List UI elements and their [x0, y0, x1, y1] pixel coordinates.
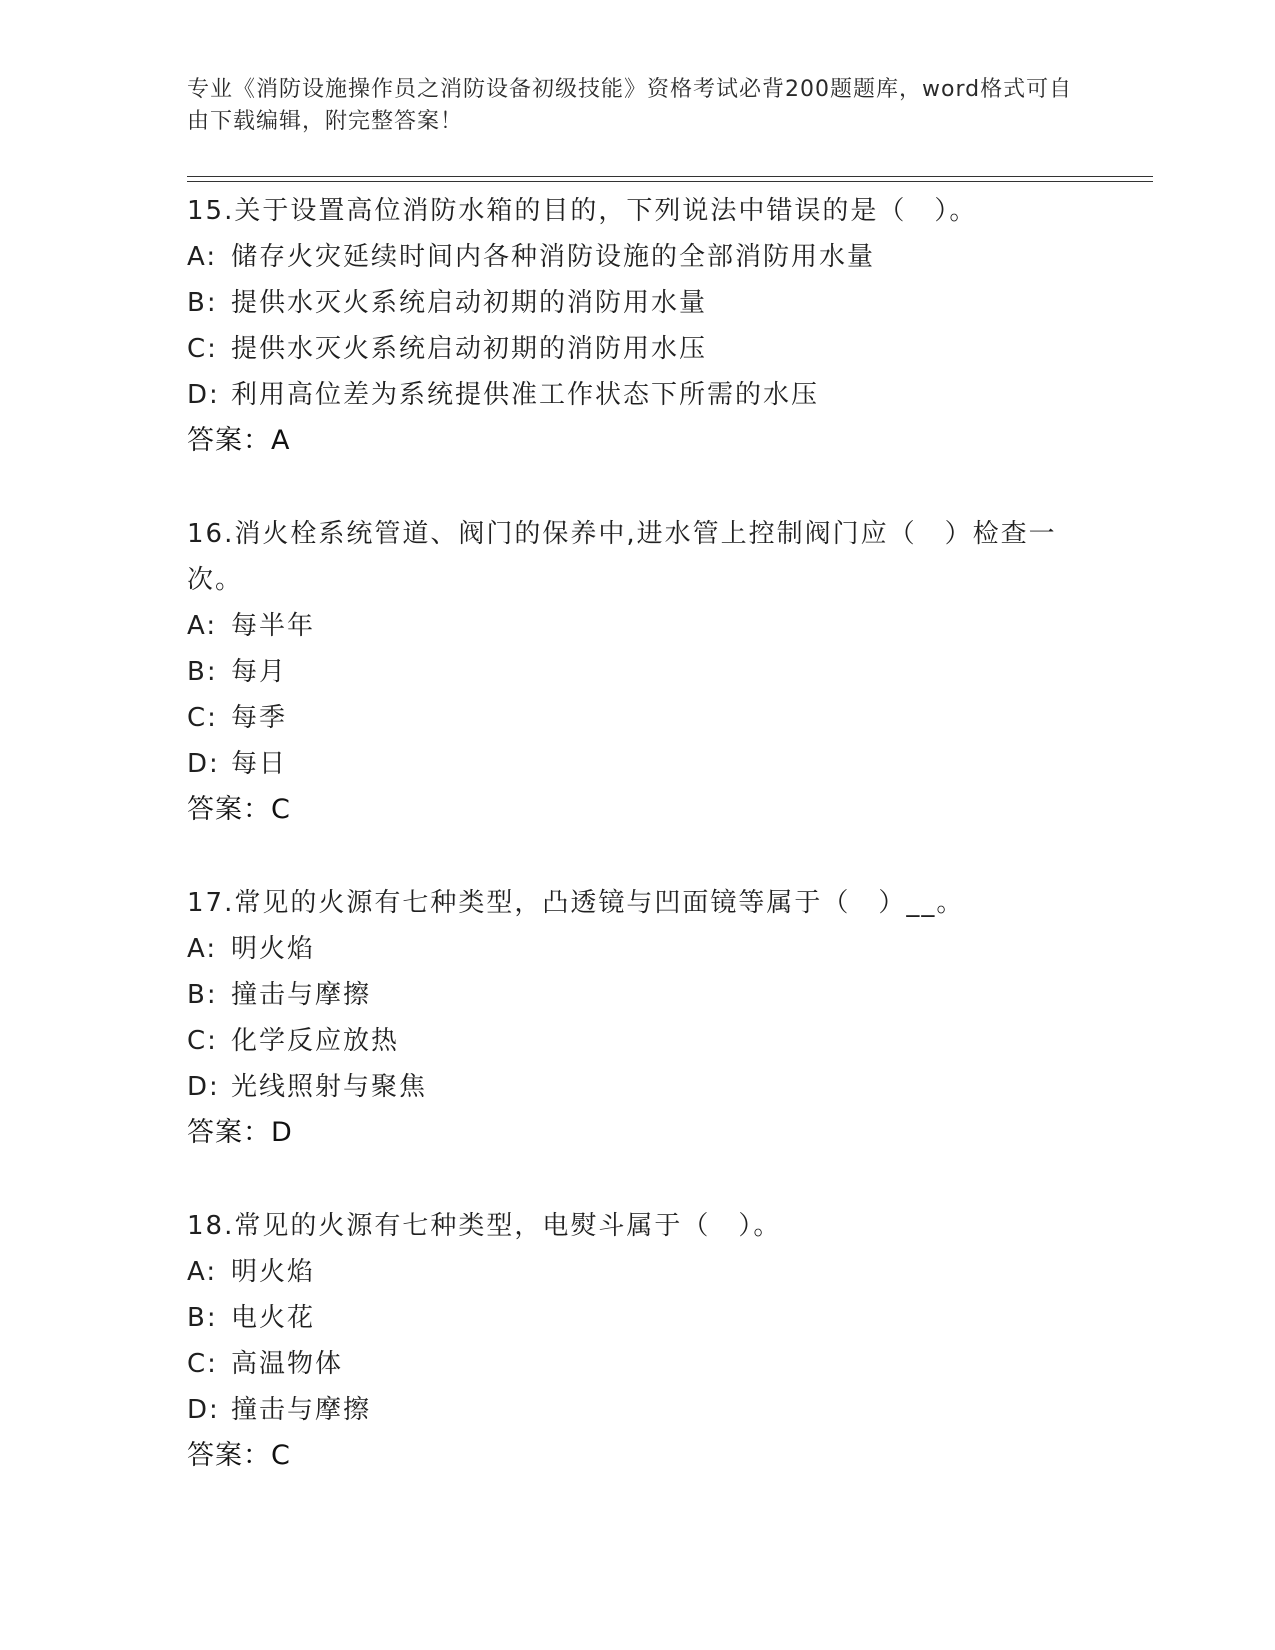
option-b — [187, 649, 1087, 695]
option-text: 电火花 — [231, 1303, 316, 1333]
option-c — [187, 1341, 1087, 1387]
question-stem: 15.关于设置高位消防水箱的目的，下列说法中错误的是（ ）。 — [187, 196, 978, 226]
option-letter: A: — [187, 1257, 218, 1287]
option-a — [187, 603, 1087, 649]
document-header: 专业《消防设施操作员之消防设备初级技能》资格考试必背200题题库，word格式可自由下载编辑，附完整答案！ — [187, 77, 1073, 134]
option-text: 每季 — [231, 703, 288, 733]
answer-value: A — [271, 425, 290, 456]
answer-value: C — [271, 794, 290, 825]
answer-line — [187, 1110, 1087, 1156]
option-b — [187, 1295, 1087, 1341]
answer-label: 答案： — [187, 425, 271, 456]
option-letter: D: — [187, 380, 220, 410]
option-letter: C: — [187, 1026, 218, 1056]
option-c — [187, 1018, 1087, 1064]
option-d — [187, 1064, 1087, 1110]
option-text: 撞击与摩擦 — [231, 1395, 372, 1425]
option-b — [187, 972, 1087, 1018]
option-letter: C: — [187, 703, 218, 733]
option-letter: A: — [187, 242, 218, 272]
option-letter: A: — [187, 611, 218, 641]
option-a — [187, 926, 1087, 972]
option-letter: B: — [187, 288, 218, 318]
option-text: 储存火灾延续时间内各种消防设施的全部消防用水量 — [231, 242, 876, 272]
answer-label: 答案： — [187, 1117, 271, 1148]
question-list — [187, 188, 1087, 1479]
answer-line — [187, 418, 1087, 464]
question-18 — [187, 1203, 1087, 1479]
option-letter: B: — [187, 980, 218, 1010]
option-letter: C: — [187, 1349, 218, 1379]
option-text: 每半年 — [231, 611, 316, 641]
option-letter: D: — [187, 1072, 220, 1102]
option-b — [187, 280, 1087, 326]
option-letter: C: — [187, 334, 218, 364]
option-d — [187, 372, 1087, 418]
question-17 — [187, 880, 1087, 1156]
header-divider-top — [187, 176, 1153, 177]
header-divider-bottom — [187, 181, 1153, 182]
option-text: 每月 — [231, 657, 288, 687]
option-letter: A: — [187, 934, 218, 964]
answer-label: 答案： — [187, 794, 271, 825]
question-stem: 17.常见的火源有七种类型，凸透镜与凹面镜等属于（ ）__。 — [187, 888, 965, 918]
option-text: 撞击与摩擦 — [231, 980, 372, 1010]
answer-line — [187, 1433, 1087, 1479]
question-stem: 16.消火栓系统管道、阀门的保养中,进水管上控制阀门应（ ）检查一次。 — [187, 519, 1057, 595]
option-text: 明火焰 — [231, 934, 316, 964]
answer-value: C — [271, 1440, 290, 1471]
option-text: 光线照射与聚焦 — [231, 1072, 428, 1102]
option-text: 明火焰 — [231, 1257, 316, 1287]
option-letter: B: — [187, 1303, 218, 1333]
option-d — [187, 1387, 1087, 1433]
option-c — [187, 695, 1087, 741]
option-text: 高温物体 — [231, 1349, 344, 1379]
option-d — [187, 741, 1087, 787]
option-letter: D: — [187, 749, 220, 779]
option-a — [187, 1249, 1087, 1295]
question-15 — [187, 188, 1087, 464]
answer-label: 答案： — [187, 1440, 271, 1471]
answer-value: D — [271, 1117, 292, 1148]
option-text: 每日 — [231, 749, 288, 779]
option-text: 提供水灭火系统启动初期的消防用水压 — [231, 334, 708, 364]
question-16 — [187, 511, 1087, 833]
option-text: 提供水灭火系统启动初期的消防用水量 — [231, 288, 708, 318]
question-stem: 18.常见的火源有七种类型，电熨斗属于（ ）。 — [187, 1211, 782, 1241]
option-letter: B: — [187, 657, 218, 687]
option-text: 利用高位差为系统提供准工作状态下所需的水压 — [231, 380, 820, 410]
option-a — [187, 234, 1087, 280]
option-c — [187, 326, 1087, 372]
option-text: 化学反应放热 — [231, 1026, 400, 1056]
option-letter: D: — [187, 1395, 220, 1425]
answer-line — [187, 787, 1087, 833]
